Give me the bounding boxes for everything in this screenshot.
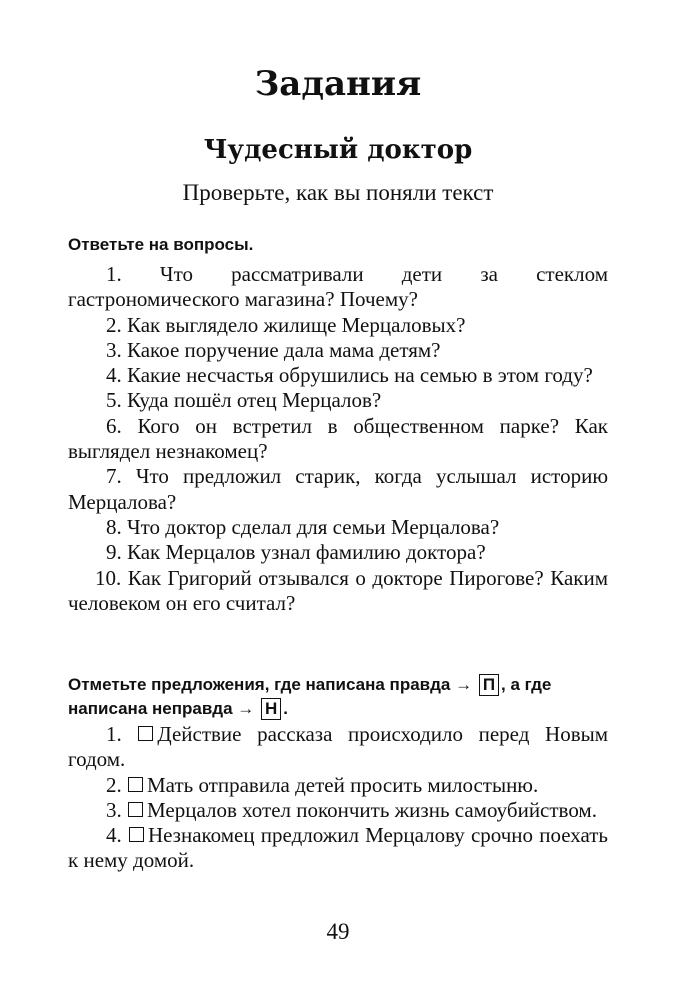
page-number: 49 — [326, 919, 350, 944]
statements-list — [68, 722, 608, 874]
answer-checkbox[interactable] — [138, 726, 153, 741]
question-item: 2. Как выглядело жилище Мерцаловых? — [106, 312, 466, 337]
question-item: 4. Какие несчастья обрушились на семью в этом году? — [106, 363, 593, 388]
answer-checkbox[interactable] — [128, 802, 143, 817]
statement-item: 2. Мать отправила детей просить милостыню. — [106, 772, 539, 797]
true-mark-box: П — [479, 674, 499, 696]
questions-heading: Ответьте на вопросы. — [68, 235, 254, 254]
question-item: 1. Что рассматривали дети за стеклом гастрономического магазина? Почему? — [68, 262, 608, 312]
story-title: Чудесный доктор — [203, 135, 473, 165]
question-item: 10. Как Григорий отзывался о докторе Пирогове? Каким человеком он его считал? — [68, 565, 608, 615]
answer-checkbox[interactable] — [128, 777, 143, 792]
question-item: 7. Что предложил старик, когда услышал историю Мерцалова? — [68, 464, 609, 514]
arrow-icon: → — [237, 699, 255, 718]
false-mark-box: Н — [261, 698, 281, 720]
section-lead: Проверьте, как вы поняли текст — [182, 180, 494, 205]
question-item: 3. Какое поручение дала мама детям? — [106, 337, 441, 362]
question-item: 6. Кого он встретил в общественном парке? Как выглядел незнакомец? — [68, 413, 609, 464]
arrow-icon: → — [455, 675, 473, 694]
question-item: 5. Куда пошёл отец Мерцалов? — [106, 388, 382, 413]
true-false-heading: Отметьте предложения, где написана правда → П , а где написана неправда → Н . — [68, 675, 552, 718]
statement-item: 4. Незнакомец предложил Мерцалову срочно поехать к нему домой. — [68, 823, 609, 873]
questions-list — [68, 262, 608, 616]
page-title: Задания — [254, 64, 422, 104]
answer-checkbox[interactable] — [129, 827, 144, 842]
statement-item: 1. Действие рассказа происходило перед Новым годом. — [68, 722, 609, 772]
question-item: 8. Что доктор сделал для семьи Мерцалова? — [106, 514, 500, 539]
statement-item: 3. Мерцалов хотел покончить жизнь самоубийством. — [106, 797, 597, 822]
question-item: 9. Как Мерцалов узнал фамилию доктора? — [106, 540, 486, 565]
